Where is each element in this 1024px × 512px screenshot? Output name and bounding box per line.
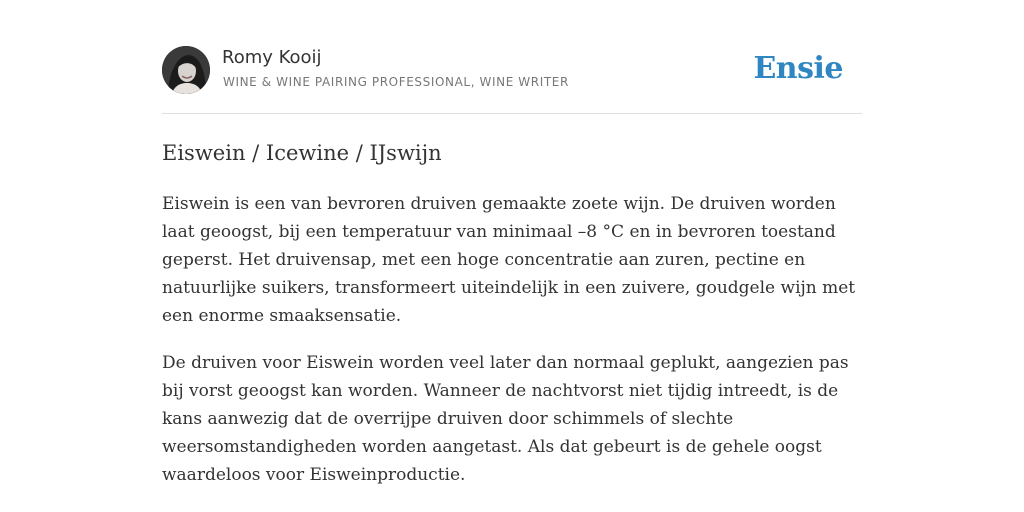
author-role: WINE & WINE PAIRING PROFESSIONAL, WINE WRITER: [223, 75, 569, 89]
author-header: [162, 46, 862, 96]
paragraph-line: Eiswein is een van bevroren druiven gemaakte zoete wijn. De druiven worden: [162, 194, 836, 214]
paragraph-line: kans aanwezig dat de overrijpe druiven door schimmels of slechte: [162, 409, 734, 429]
paragraph-line: geperst. Het druivensap, met een hoge concentratie aan zuren, pectine en: [162, 250, 806, 270]
paragraph-line: weersomstandigheden worden aangetast. Als dat gebeurt is de gehele oogst: [162, 437, 822, 457]
author-avatar[interactable]: [162, 46, 210, 94]
paragraph-line: natuurlijke suikers, transformeert uiteindelijk in een zuivere, goudgele wijn met: [162, 278, 856, 298]
paragraph-line: bij vorst geoogst kan worden. Wanneer de nachtvorst niet tijdig intreedt, is de: [162, 381, 839, 401]
article-paragraph-1: [162, 190, 862, 330]
paragraph-line: waardeloos voor Eisweinproductie.: [162, 465, 466, 485]
paragraph-line: een enorme smaaksensatie.: [162, 306, 402, 326]
article-title: Eiswein / Icewine / IJswijn: [162, 141, 442, 165]
ensie-logo[interactable]: Ensie: [753, 51, 843, 86]
article-paragraph-2: [162, 349, 862, 489]
paragraph-line: laat geoogst, bij een temperatuur van minimaal –8 °C en in bevroren toestand: [162, 222, 836, 242]
header-divider: [162, 113, 862, 114]
author-photo-icon: [162, 46, 210, 94]
paragraph-line: De druiven voor Eiswein worden veel later dan normaal geplukt, aangezien pas: [162, 353, 849, 373]
author-name[interactable]: Romy Kooij: [222, 47, 322, 68]
